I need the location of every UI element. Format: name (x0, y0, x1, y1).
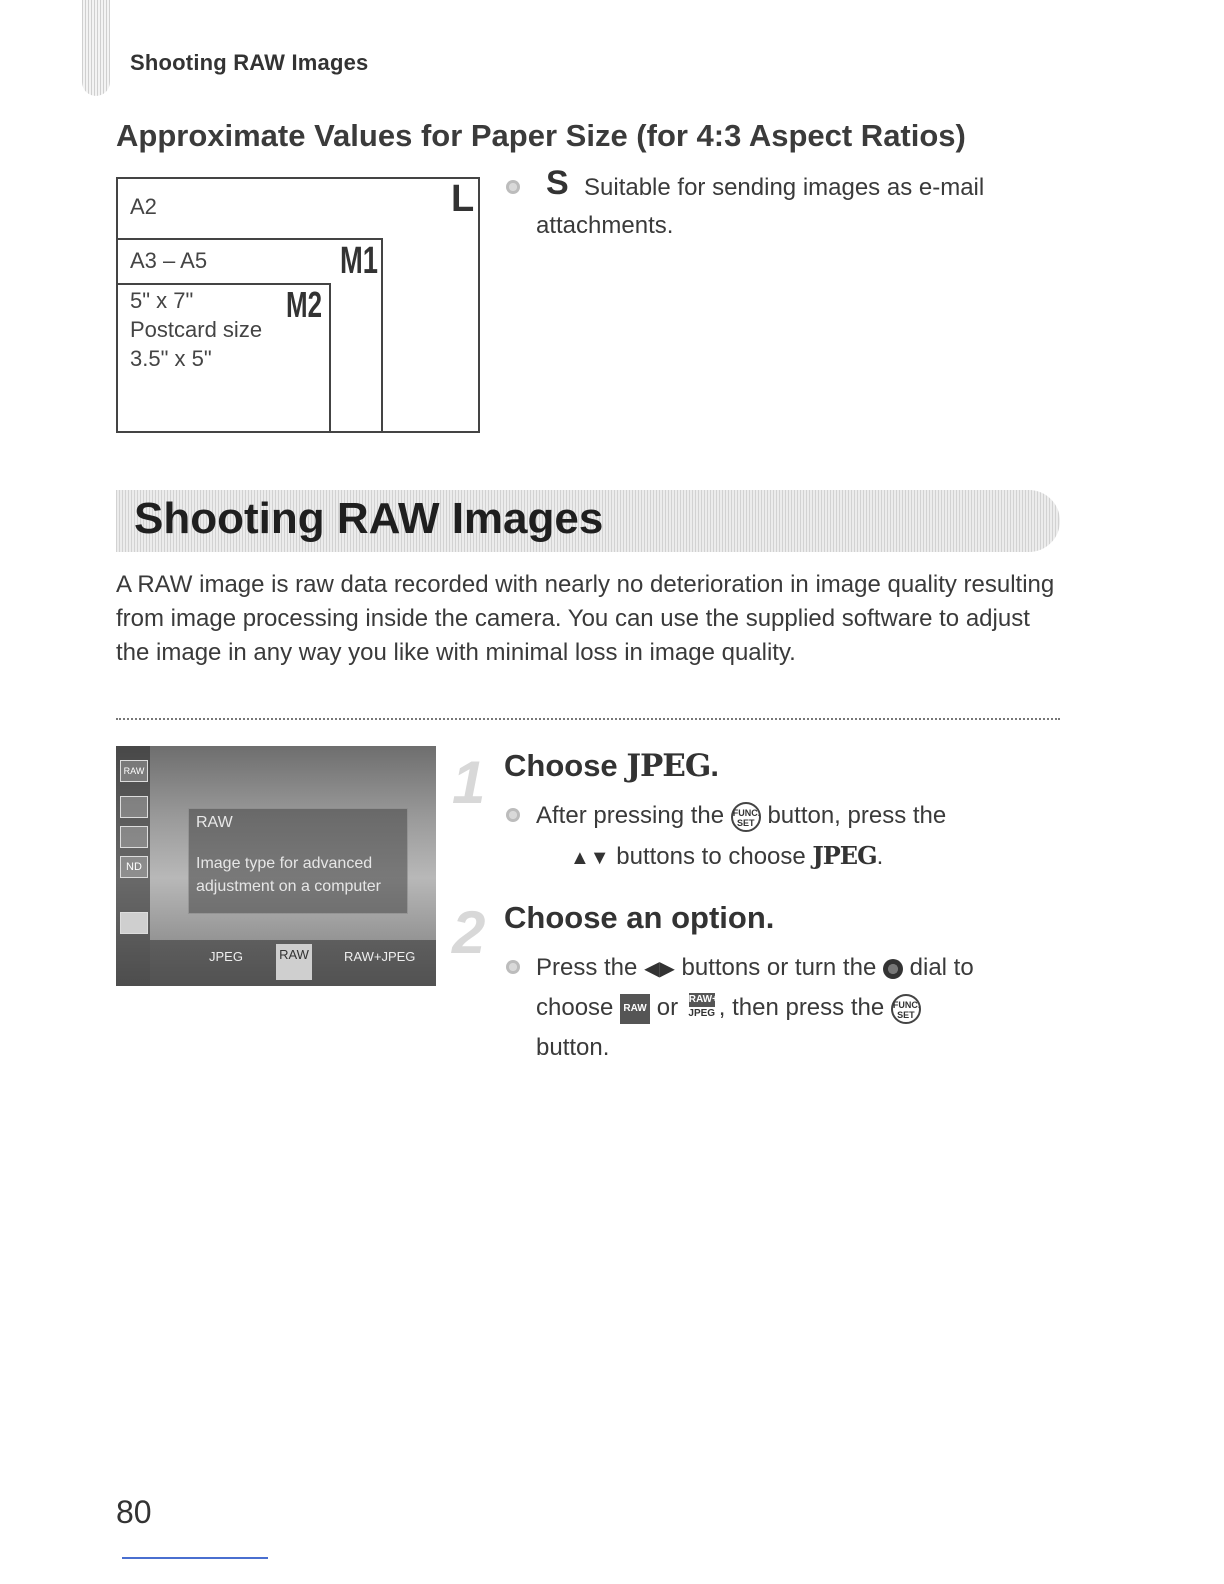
camera-popup-description: Image type for advanced adjustment on a computer (196, 855, 381, 895)
menu-drive-icon (120, 796, 148, 818)
step-2-text-or: or (656, 994, 679, 1021)
step-1-title-suffix: . (710, 748, 720, 783)
chapter-tab (82, 0, 110, 96)
menu-size-icon (120, 826, 148, 848)
func-set-button-icon: FUNC. SET (891, 994, 921, 1024)
func-set-button-icon: FUNC. SET (731, 802, 761, 832)
jpeg-icon: JPEG (626, 748, 711, 784)
option-jpeg[interactable]: JPEG (209, 949, 243, 964)
step-2-line-2 (536, 988, 921, 1027)
step-1-title (504, 748, 719, 784)
step-2-title: Choose an option. (504, 900, 775, 935)
size-m2-line-1: 5" x 7" (130, 288, 194, 313)
s-note-text-2: attachments. (536, 212, 674, 239)
step-1-text-b: button, press the (767, 802, 947, 829)
menu-quality-icon (120, 912, 148, 934)
step-1-title-text: Choose (504, 748, 618, 783)
size-m1-badge: M1 (340, 240, 379, 282)
up-down-arrows-icon: ▲▼ (570, 847, 610, 869)
step-2-text-b: buttons or turn the (681, 954, 877, 981)
running-header: Shooting RAW Images (130, 50, 369, 75)
section-banner-title: Shooting RAW Images (134, 494, 604, 543)
size-s-badge: S (546, 164, 569, 202)
size-l-label: A2 (130, 194, 157, 219)
jpeg-icon: JPEG (812, 841, 877, 870)
size-m2-badge: M2 (286, 284, 323, 325)
page-number: 80 (116, 1494, 152, 1530)
step-2-text-d: choose (536, 994, 614, 1021)
step-2-line-1 (536, 948, 974, 989)
step-2-text-c: dial to (909, 954, 974, 981)
intro-paragraph: A RAW image is raw data recorded with nearly no deterioration in image quality resulting from image processing inside the camera. You can use the supplied software to adjust the image in any way you like with minimal loss in image quality. (116, 571, 1055, 666)
menu-nd-icon: ND (120, 856, 148, 878)
step-1-line-1 (536, 796, 946, 835)
dotted-divider (116, 718, 1060, 720)
size-m2-line-2: Postcard size (130, 317, 263, 342)
step-1-line-2-suffix: . (876, 843, 884, 870)
step-2-line-3: button. (536, 1034, 610, 1061)
bullet-icon (506, 960, 520, 974)
size-l-badge: L (451, 178, 475, 220)
option-raw[interactable]: RAW (276, 944, 312, 980)
raw-icon: RAW (620, 994, 650, 1024)
step-1-text-a: After pressing the (536, 802, 725, 829)
paper-size-heading: Approximate Values for Paper Size (for 4:3 Aspect Ratios) (116, 118, 966, 153)
step-2-number: 2 (452, 899, 486, 966)
step-1-number: 1 (452, 749, 486, 816)
menu-raw-icon: RAW (120, 760, 148, 782)
bullet-icon (506, 180, 520, 194)
size-m2-line-3: 3.5" x 5" (130, 346, 212, 371)
raw-plus-jpeg-icon: RAW+ JPEG (688, 993, 718, 1019)
left-right-arrows-icon: ◀▶ (644, 958, 675, 980)
step-1-text-c: buttons to choose (616, 843, 806, 870)
step-2-text-e: , then press the (718, 994, 885, 1021)
control-dial-icon (883, 959, 903, 979)
page-underline (122, 1557, 268, 1559)
camera-popup-title: RAW (196, 814, 233, 831)
step-1-line-2 (570, 836, 883, 878)
s-note-text: Suitable for sending images as e-mail (584, 174, 985, 201)
option-raw-jpeg[interactable]: RAW+JPEG (344, 949, 416, 964)
bullet-icon (506, 808, 520, 822)
size-m1-label: A3 – A5 (130, 248, 208, 273)
step-2-text-a: Press the (536, 954, 638, 981)
